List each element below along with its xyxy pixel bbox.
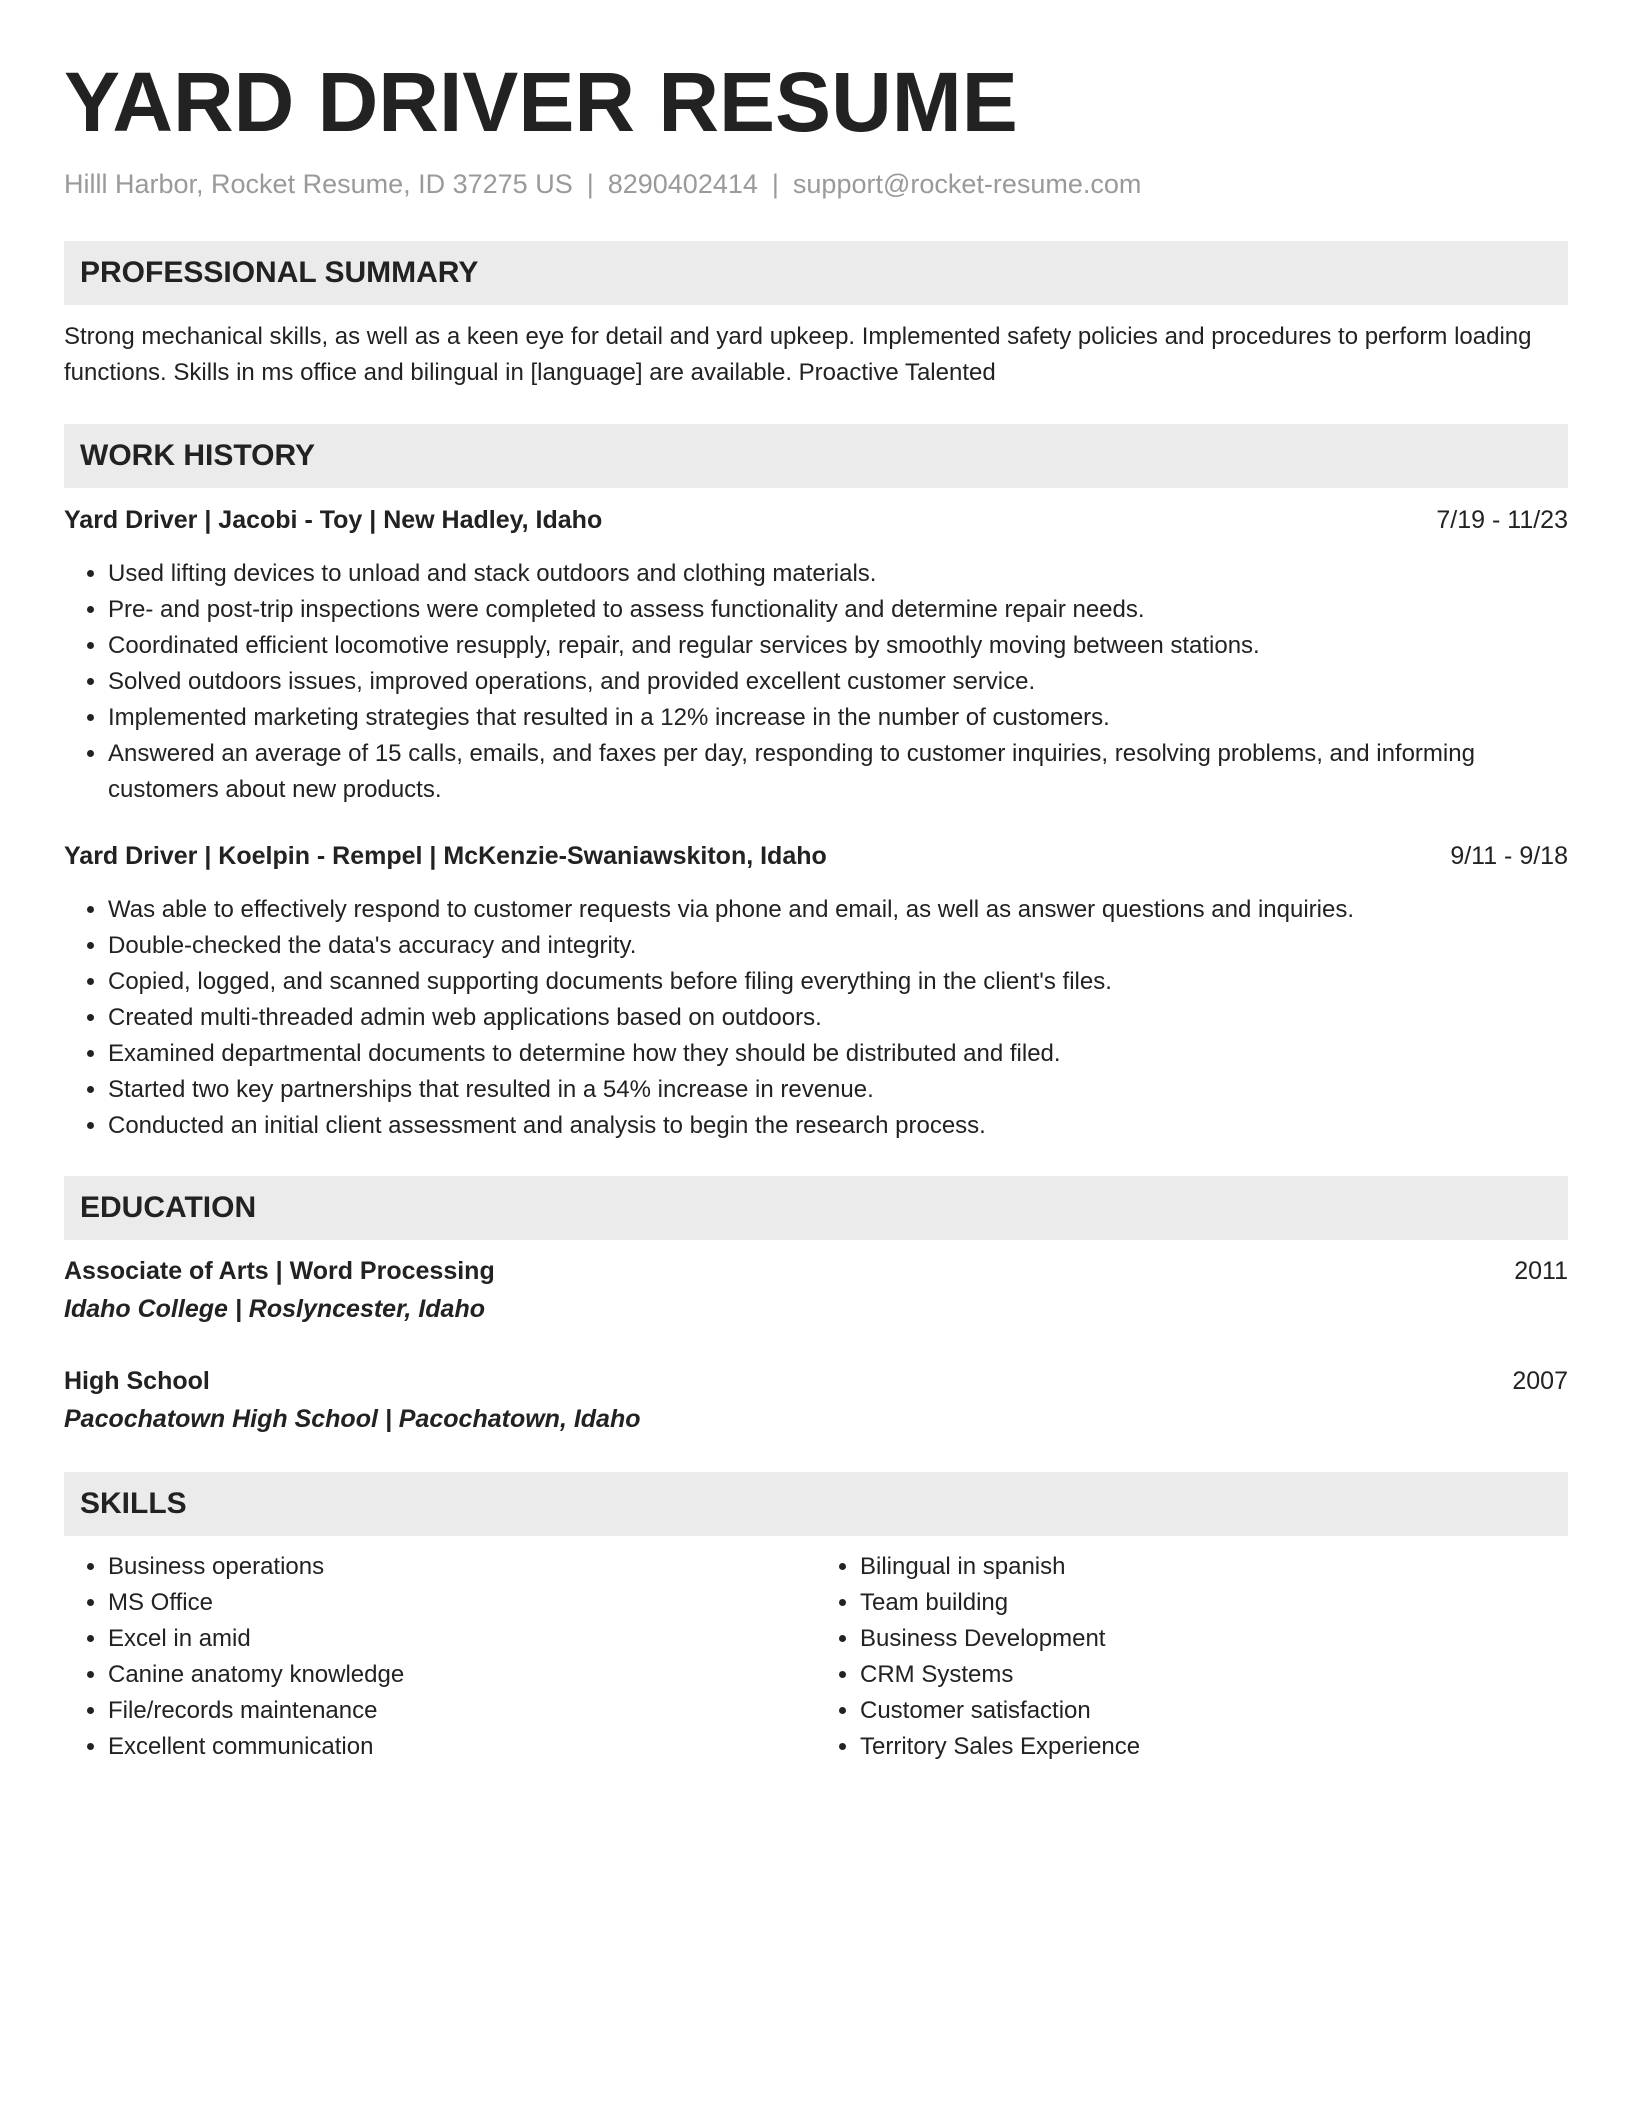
skills-columns	[64, 1549, 1568, 1765]
skill-item: • CRM Systems	[860, 1657, 1568, 1693]
education-heading: EDUCATION	[64, 1176, 1568, 1240]
contact-line	[64, 166, 1568, 202]
job-header	[64, 838, 1568, 874]
education-year: 2007	[1512, 1367, 1568, 1395]
education-school: Idaho College | Roslyncester, Idaho	[64, 1295, 485, 1323]
job-dates: 9/11 - 9/18	[1450, 842, 1568, 870]
skill-item: • Customer satisfaction	[860, 1693, 1568, 1729]
skill-item: • Territory Sales Experience	[860, 1729, 1568, 1765]
job-header	[64, 502, 1568, 538]
summary-heading: PROFESSIONAL SUMMARY	[64, 241, 1568, 305]
job-title: Yard Driver | Jacobi - Toy | New Hadley, Idaho	[64, 506, 603, 534]
contact-address: Hilll Harbor, Rocket Resume, ID 37275 US	[64, 169, 573, 199]
education-entry	[64, 1362, 1568, 1438]
education-header	[64, 1362, 1568, 1400]
contact-separator: |	[771, 169, 779, 199]
education-degree: Associate of Arts | Word Processing	[64, 1257, 495, 1285]
job-dates: 7/19 - 11/23	[1436, 506, 1568, 534]
skill-item: • Canine anatomy knowledge	[108, 1657, 816, 1693]
job-entry	[64, 838, 1568, 1144]
work-history-heading: WORK HISTORY	[64, 424, 1568, 488]
skill-item: • Business operations	[108, 1549, 816, 1585]
contact-email: support@rocket-resume.com	[792, 169, 1142, 199]
education-header	[64, 1252, 1568, 1290]
job-bullets	[64, 556, 1568, 808]
skill-item: • MS Office	[108, 1585, 816, 1621]
resume-page	[64, 0, 1568, 1765]
job-bullet: • Pre- and post-trip inspections were completed to assess functionality and determine repair needs.	[108, 592, 1568, 628]
job-bullet: • Examined departmental documents to determine how they should be distributed and filed.	[108, 1036, 1568, 1072]
job-entry	[64, 502, 1568, 808]
skill-item: • File/records maintenance	[108, 1693, 816, 1729]
job-bullet: • Coordinated efficient locomotive resupply, repair, and regular services by smoothly moving between stations.	[108, 628, 1568, 664]
job-bullet: • Answered an average of 15 calls, emails, and faxes per day, responding to customer inquiries, resolving problems, and informing customers about new products.	[108, 736, 1568, 808]
job-title: Yard Driver | Koelpin - Rempel | McKenzie-Swaniawskiton, Idaho	[64, 842, 827, 870]
job-bullet: • Used lifting devices to unload and stack outdoors and clothing materials.	[108, 556, 1568, 592]
job-bullet: • Started two key partnerships that resulted in a 54% increase in revenue.	[108, 1072, 1568, 1108]
skills-heading: SKILLS	[64, 1472, 1568, 1536]
job-bullet: • Solved outdoors issues, improved operations, and provided excellent customer service.	[108, 664, 1568, 700]
contact-separator: |	[586, 169, 594, 199]
job-bullet: • Implemented marketing strategies that resulted in a 12% increase in the number of customers.	[108, 700, 1568, 736]
job-bullet: • Was able to effectively respond to customer requests via phone and email, as well as answer questions and inquiries.	[108, 892, 1568, 928]
skill-item: • Team building	[860, 1585, 1568, 1621]
job-bullet: • Double-checked the data's accuracy and integrity.	[108, 928, 1568, 964]
skills-list-left	[64, 1549, 816, 1765]
education-year: 2011	[1514, 1257, 1568, 1285]
skill-item: • Bilingual in spanish	[860, 1549, 1568, 1585]
job-bullet: • Conducted an initial client assessment and analysis to begin the research process.	[108, 1108, 1568, 1144]
job-bullets	[64, 892, 1568, 1144]
skills-list-right	[816, 1549, 1568, 1765]
education-entry	[64, 1252, 1568, 1328]
skill-item: • Business Development	[860, 1621, 1568, 1657]
education-degree: High School	[64, 1367, 210, 1395]
job-bullet: • Created multi-threaded admin web applications based on outdoors.	[108, 1000, 1568, 1036]
job-bullet: • Copied, logged, and scanned supporting documents before filing everything in the client's files.	[108, 964, 1568, 1000]
summary-text: Strong mechanical skills, as well as a keen eye for detail and yard upkeep. Implemented safety policies and procedures to perform loading functions. Skills in ms office and bilingual in [language] are available. Proactive Talented	[64, 323, 1532, 386]
resume-title: YARD DRIVER RESUME	[64, 55, 1018, 149]
education-school: Pacochatown High School | Pacochatown, Idaho	[64, 1405, 641, 1433]
skill-item: • Excellent communication	[108, 1729, 816, 1765]
contact-phone: 8290402414	[607, 169, 758, 199]
skill-item: • Excel in amid	[108, 1621, 816, 1657]
